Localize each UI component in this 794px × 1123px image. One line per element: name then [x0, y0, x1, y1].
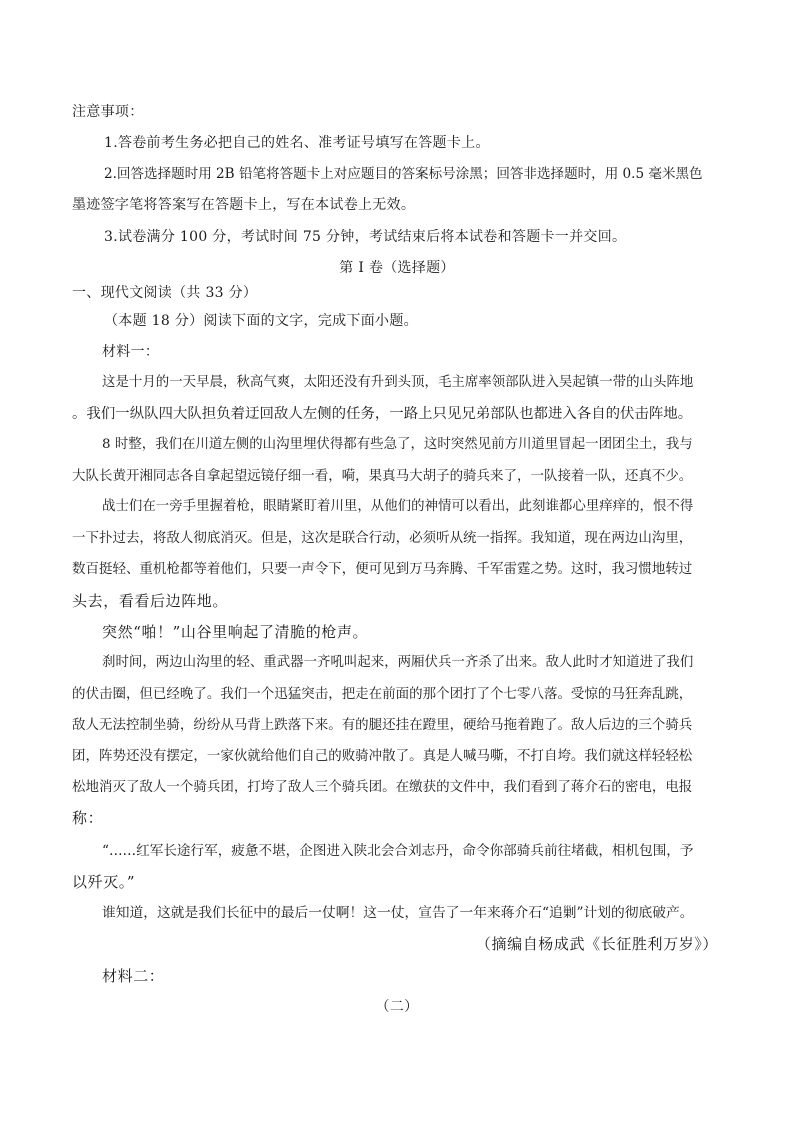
passage-line: 战士们在一旁手里握着枪，眼睛紧盯着川里，从他们的神情可以看出，此刻谁都心里痒痒的，恨不得 — [102, 499, 694, 514]
material-1-label: 材料一： — [102, 344, 160, 360]
passage-line: 刹时间，两边山沟里的轻、重武器一齐吼叫起来，两厢伏兵一齐杀了出来。敌人此时才知道进了我们 — [102, 655, 694, 670]
passage-line: 大队长黄开湘同志各自拿起望远镜仔细一看，嗬，果真马大胡子的骑兵来了，一队接着一队，还真不少。 — [72, 468, 693, 484]
passage-line: 团，阵势还没有摆定，一家伙就给他们自己的败骑冲散了。真是人喊马嘶，不打自垮。我们就这样轻轻松 — [72, 748, 693, 764]
passage-line: 以歼灭。” — [72, 873, 136, 891]
notice-item-2-line-1: 2.回答选择题时用 2B 铅笔将答题卡上对应题目的答案标号涂黑；回答非选择题时，用 0.5 毫米黑色 — [104, 166, 703, 182]
notice-title: 注意事项： — [72, 104, 144, 120]
passage-line: 的伏击圈，但已经晚了。我们一个迅猛突击，把走在前面的那个团打了个七零八落。受惊的马狂奔乱跳， — [72, 686, 693, 702]
notice-item-1: 1.答卷前考生务必把自己的姓名、准考证号填写在答题卡上。 — [104, 135, 490, 151]
source-citation: （摘编自杨成武《长征胜利万岁》） — [475, 935, 718, 953]
passage-line: “……红军长途行军，疲惫不堪，企图进入陕北会合刘志丹，命令你部骑兵前往堵截，相机包围，予 — [102, 843, 694, 859]
notice-item-3: 3.试卷满分 100 分，考试时间 75 分钟，考试结束后将本试卷和答题卡一并交回。 — [104, 229, 627, 245]
passage-line: 谁知道，这就是我们长征中的最后一仗啊！这一仗，宣告了一年来蒋介石“追剿”计划的彻底破产。 — [102, 905, 694, 921]
passage-line: 一下扑过去，将敌人彻底消灭。但是，这次是联合行动，必须听从统一指挥。我知道，现在两边山沟里， — [72, 530, 693, 546]
passage-line: 。我们一纵队四大队担负着迂回敌人左侧的任务，一路上只见兄弟部队也都进入各自的伏击阵地。 — [72, 406, 693, 422]
passage-line: 这是十月的一天早晨，秋高气爽，太阳还没有升到头顶，毛主席率领部队进入吴起镇一带的山头阵地 — [102, 375, 694, 390]
instruction: （本题 18 分）阅读下面的文字，完成下面小题。 — [104, 313, 418, 329]
passage-line: 敌人无法控制坐骑，纷纷从马背上跌落下来。有的腿还挂在蹬里，硬给马拖着跑了。敌人后边的三个骑兵 — [72, 717, 693, 733]
passage-line: 8 时整，我们在川道左侧的山沟里埋伏得都有些急了，这时突然见前方川道里冒起一团团尘土，我与 — [102, 437, 693, 452]
notice-item-2-line-2: 墨迹签字笔将答案写在答题卡上，写在本试卷上无效。 — [72, 197, 416, 213]
passage-line: 头去，看看后边阵地。 — [72, 592, 229, 610]
material-2-label: 材料二： — [102, 967, 165, 985]
passage-line: 松地消灭了敌人一个骑兵团，打垮了敌人三个骑兵团。在缴获的文件中，我们看到了蒋介石的密电，电报 — [72, 779, 693, 795]
passage-line: 称： — [72, 809, 104, 827]
passage-line: 突然“啪！”山谷里响起了清脆的枪声。 — [102, 623, 369, 641]
volume-title: 第 I 卷（选择题） — [339, 260, 455, 276]
section-title: 一、现代文阅读（共 33 分） — [72, 285, 258, 301]
passage-line: 数百挺轻、重机枪都等着他们，只要一声令下，便可见到万马奔腾、千军雷霆之势。这时，我习惯地转过 — [72, 561, 693, 577]
page-number: （二） — [375, 999, 419, 1015]
